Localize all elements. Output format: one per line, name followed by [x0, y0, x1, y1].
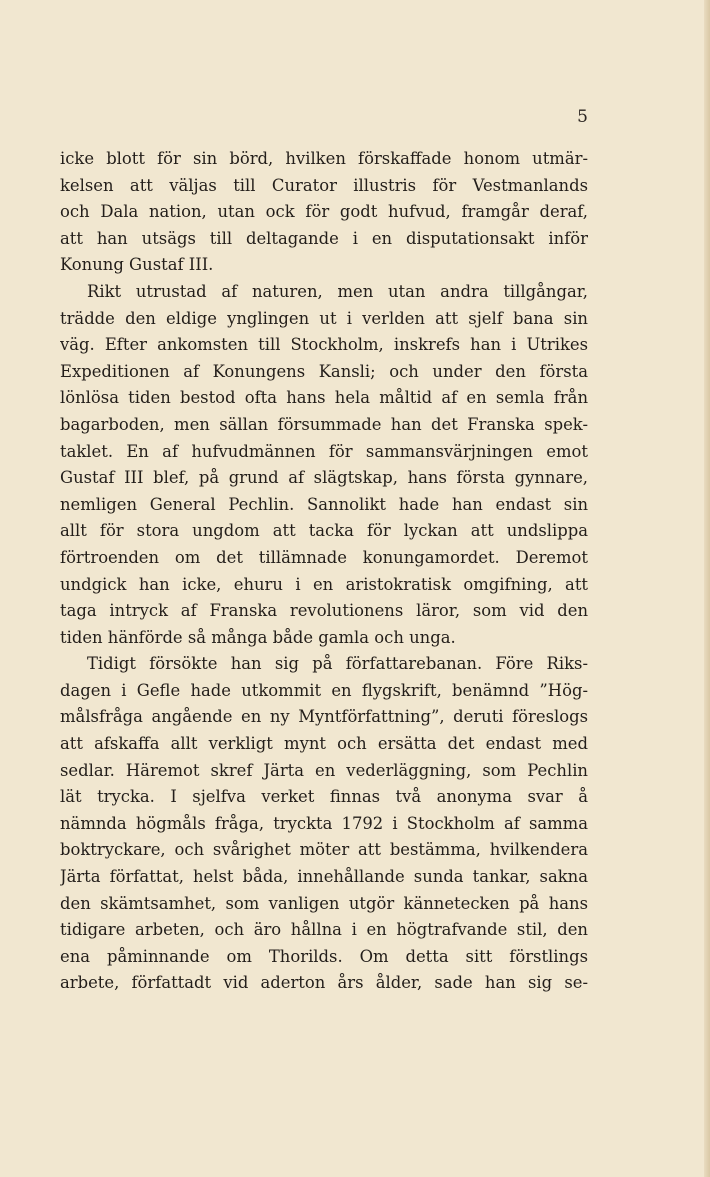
text-line: bagarboden, men sällan försummade han det Franska spek- [60, 414, 588, 434]
text-line: Järta författat, helst båda, innehållande sunda tankar, sakna [60, 867, 588, 887]
text-line: att han utsägs till deltagande i en disputationsakt inför [60, 228, 588, 248]
text-line: nemligen General Pechlin. Sannolikt hade han endast sin [60, 494, 588, 514]
text-line: den skämtsamhet, som vanligen utgör kännetecken på hans [60, 893, 588, 913]
text-line: Konung Gustaf III. [60, 255, 214, 275]
text-line: trädde den eldige ynglingen ut i verlden att sjelf bana sin [60, 308, 588, 328]
text-line: arbete, författadt vid aderton års ålder, sade han sig se- [60, 973, 588, 993]
page-edge [704, 0, 710, 1177]
body-text [60, 146, 588, 997]
text-line: allt för stora ungdom att tacka för lyckan att undslippa [60, 521, 588, 541]
text-line: målsfråga angående en ny Myntförfattning”, deruti föreslogs [60, 707, 588, 727]
text-line: att afskaffa allt verkligt mynt och ersätta det endast med [60, 734, 588, 754]
text-line: väg. Efter ankomsten till Stockholm, inskrefs han i Utrikes [60, 335, 588, 355]
text-line: Gustaf III blef, på grund af slägtskap, hans första gynnare, [60, 468, 588, 488]
text-line: förtroenden om det tillämnade konungamordet. Deremot [60, 547, 588, 567]
text-line: sedlar. Häremot skref Järta en vederläggning, som Pechlin [60, 760, 588, 780]
text-line: Expeditionen af Konungens Kansli; och under den första [60, 361, 588, 381]
text-line: icke blott för sin börd, hvilken förskaffade honom utmär- [60, 149, 588, 168]
text-line: kelsen att väljas till Curator illustris för Vestmanlands [60, 175, 588, 195]
text-line: och Dala nation, utan ock för godt hufvud, framgår deraf, [60, 202, 588, 222]
text-line: Tidigt försökte han sig på författarebanan. Före Riks- [87, 654, 588, 674]
text-line: tidigare arbeten, och äro hållna i en högtrafvande stil, den [60, 920, 588, 940]
page-number: 5 [577, 107, 588, 127]
text-line: undgick han icke, ehuru i en aristokratisk omgifning, att [60, 574, 588, 594]
text-line: tiden hänförde så många både gamla och unga. [60, 627, 456, 647]
text-line: lönlösa tiden bestod ofta hans hela måltid af en semla från [60, 388, 588, 408]
text-line: dagen i Gefle hade utkommit en flygskrift, benämnd ”Hög- [60, 680, 588, 700]
text-line: ena påminnande om Thorilds. Om detta sitt förstlings [60, 946, 588, 966]
text-line: taga intryck af Franska revolutionens läror, som vid den [60, 601, 588, 621]
text-line: boktryckare, och svårighet möter att bestämma, hvilkendera [60, 840, 588, 860]
text-line: taklet. En af hufvudmännen för sammansvärjningen emot [60, 441, 588, 461]
text-line: Rikt utrustad af naturen, men utan andra tillgångar, [87, 281, 588, 301]
text-line: lät trycka. I sjelfva verket finnas två anonyma svar å [60, 787, 588, 807]
text-line: nämnda högmåls fråga, tryckta 1792 i Stockholm af samma [60, 813, 588, 833]
